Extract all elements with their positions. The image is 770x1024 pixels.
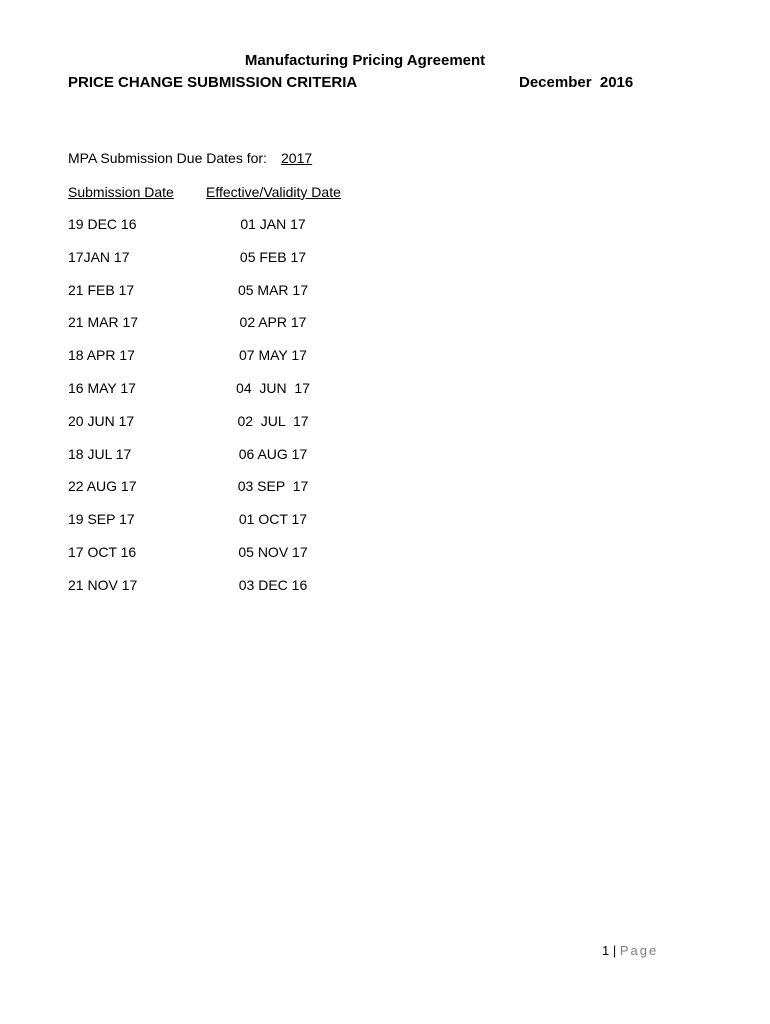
table-row	[0, 543, 770, 576]
submission-date-cell: 20 JUN 17	[68, 412, 135, 429]
submission-date-cell: 21 FEB 17	[68, 281, 135, 298]
page-footer	[602, 943, 658, 959]
document-title: Manufacturing Pricing Agreement	[244, 52, 486, 69]
table-row	[0, 477, 770, 510]
table-row	[0, 412, 770, 445]
submission-date-cell: 17 OCT 16	[68, 543, 137, 560]
effective-date-cell: 03 SEP 17	[237, 478, 309, 495]
submission-date-cell: 16 MAY 17	[68, 379, 136, 396]
submission-date-cell: 21 MAR 17	[68, 314, 139, 331]
effective-date-cell: 01 JAN 17	[240, 216, 306, 232]
table-row	[0, 346, 770, 379]
effective-date-cell: 05 NOV 17	[238, 543, 308, 560]
effective-date-cell: 05 FEB 17	[239, 248, 307, 265]
document-date: December 2016	[519, 74, 634, 91]
document-subtitle: PRICE CHANGE SUBMISSION CRITERIA	[68, 74, 358, 91]
page-number: 1	[602, 943, 610, 958]
effective-date-cell: 04 JUN 17	[236, 379, 310, 396]
page-separator: |	[612, 943, 617, 958]
submission-date-cell: 19 SEP 17	[68, 511, 135, 528]
submission-date-cell: 19 DEC 16	[68, 216, 137, 232]
dates-table	[0, 215, 770, 609]
submission-date-cell: 17JAN 17	[68, 248, 130, 265]
column-header-effective-date: Effective/Validity Date	[206, 184, 341, 200]
effective-date-cell: 02 JUL 17	[237, 412, 309, 429]
table-row	[0, 510, 770, 543]
submission-date-cell: 22 AUG 17	[68, 478, 137, 495]
effective-date-cell: 03 DEC 16	[238, 576, 308, 593]
effective-date-cell: 07 MAY 17	[239, 347, 307, 364]
table-row	[0, 576, 770, 609]
table-row	[0, 281, 770, 314]
effective-date-cell: 01 OCT 17	[238, 511, 308, 528]
submission-date-cell: 18 APR 17	[68, 347, 135, 364]
page-word: Page	[619, 943, 659, 958]
submission-date-cell: 18 JUL 17	[68, 445, 132, 462]
column-header-submission-date: Submission Date	[68, 184, 174, 200]
due-dates-year: 2017	[281, 150, 313, 166]
submission-date-cell: 21 NOV 17	[68, 576, 138, 593]
table-row	[0, 379, 770, 412]
table-row	[0, 445, 770, 478]
effective-date-cell: 06 AUG 17	[238, 445, 308, 462]
table-row	[0, 215, 770, 248]
table-row	[0, 313, 770, 346]
effective-date-cell: 05 MAR 17	[237, 281, 309, 298]
due-dates-label: MPA Submission Due Dates for:	[68, 150, 267, 166]
effective-date-cell: 02 APR 17	[239, 314, 307, 331]
table-row	[0, 248, 770, 281]
